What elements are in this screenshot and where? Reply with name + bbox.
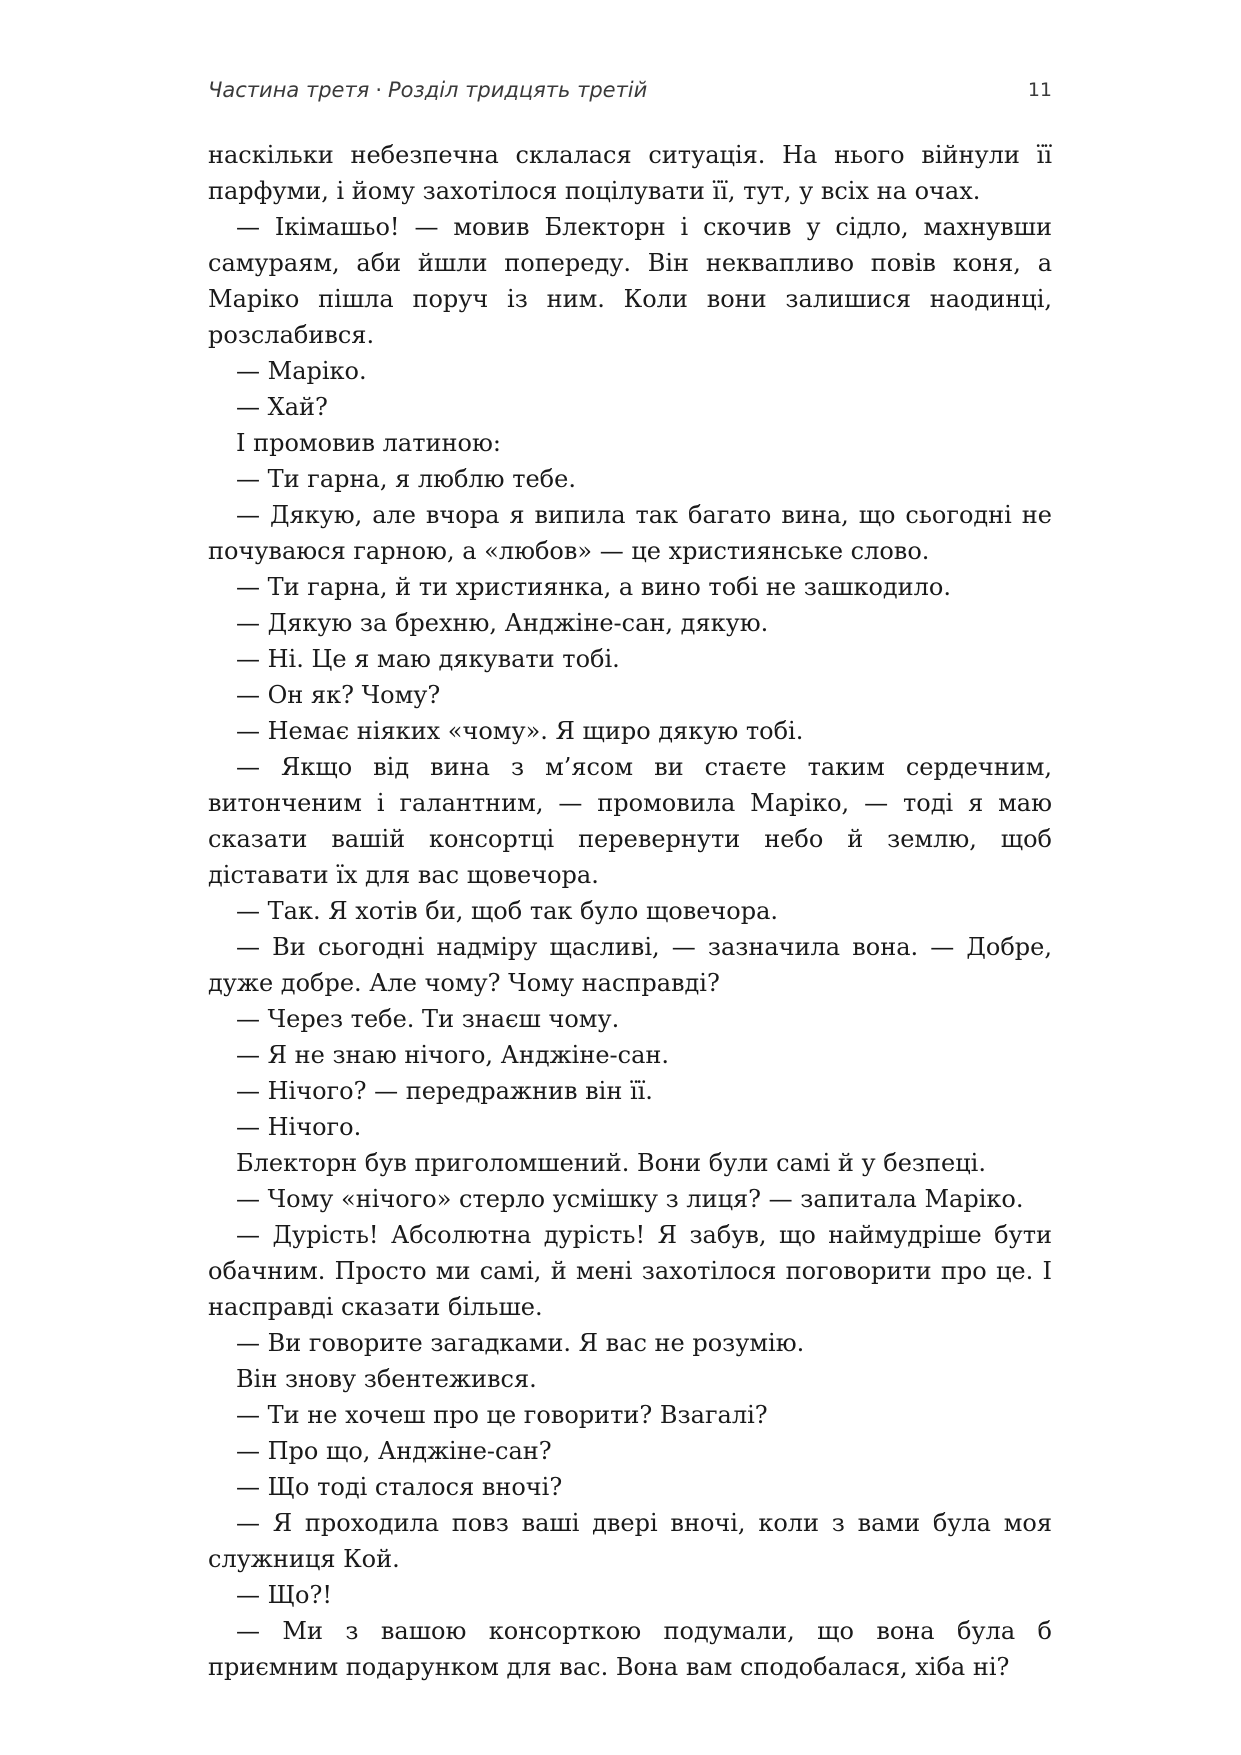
paragraph: — Ти гарна, й ти християнка, а вино тобі не зашкодило. xyxy=(236,573,951,601)
paragraph: — Он як? Чому? xyxy=(236,681,441,709)
paragraph: Він знову збентежився. xyxy=(236,1365,537,1393)
paragraph: — Ні. Це я маю дякувати тобі. xyxy=(236,645,620,673)
chapter-title: Розділ тридцять третій xyxy=(388,78,648,102)
paragraph: — Немає ніяких «чому». Я щиро дякую тобі. xyxy=(236,717,804,745)
paragraph: — Я не знаю нічого, Анджіне-сан. xyxy=(236,1041,670,1069)
paragraph: — Якщо від вина з м’ясом ви стаєте таким сердечним, витонченим і галантним, — промовила Маріко, — тоді я маю сказати вашій консортці перевернути небо й землю, щоб діставати їх для вас щовечора. xyxy=(208,753,1052,889)
paragraph: — Ікімашьо! — мовив Блекторн і скочив у сідло, махнувши самураям, аби йшли попереду. Він неквапливо повів коня, а Маріко пішла поруч із ним. Коли вони залишися наодинці, розслабився. xyxy=(208,213,1052,349)
paragraph: — Ти не хочеш про це говорити? Взагалі? xyxy=(236,1401,768,1429)
part-title: Частина третя xyxy=(208,78,370,102)
paragraph: — Ми з вашою консорткою подумали, що вона була б приємним подарунком для вас. Вона вам сподобалася, хіба ні? xyxy=(208,1617,1052,1681)
paragraph: — Ви сьогодні надміру щасливі, — зазначила вона. — Добре, дуже добре. Але чому? Чому насправді? xyxy=(208,933,1052,997)
paragraph: — Хай? xyxy=(236,393,328,421)
running-head xyxy=(208,78,647,102)
paragraph: — Дякую за брехню, Анджіне-сан, дякую. xyxy=(236,609,769,637)
header-separator: · xyxy=(375,78,383,102)
paragraph: І промовив латиною: xyxy=(236,429,501,457)
page-number: 11 xyxy=(1027,79,1052,101)
body-text xyxy=(208,137,1052,1685)
paragraph: — Маріко. xyxy=(236,357,367,385)
paragraph: — Що тоді сталося вночі? xyxy=(236,1473,563,1501)
paragraph: наскільки небезпечна склалася ситуація. На нього війнули її парфуми, і йому захотілося поцілувати її, тут, у всіх на очах. xyxy=(208,141,1052,205)
paragraph: — Я проходила повз ваші двері вночі, коли з вами була моя служниця Кой. xyxy=(208,1509,1052,1573)
paragraph: — Що?! xyxy=(236,1581,332,1609)
paragraph: Блекторн був приголомшений. Вони були самі й у безпеці. xyxy=(236,1149,986,1177)
paragraph: — Про що, Анджіне-сан? xyxy=(236,1437,552,1465)
paragraph: — Дурість! Абсолютна дурість! Я забув, що наймудріше бути обачним. Просто ми самі, й мені захотілося поговорити про це. І насправді сказати більше. xyxy=(208,1221,1052,1321)
paragraph: — Ти гарна, я люблю тебе. xyxy=(236,465,576,493)
paragraph: — Так. Я хотів би, щоб так було щовечора. xyxy=(236,897,779,925)
paragraph: — Ви говорите загадками. Я вас не розумію. xyxy=(236,1329,805,1357)
paragraph: — Нічого? — передражнив він її. xyxy=(236,1077,653,1105)
paragraph: — Чому «нічого» стерло усмішку з лиця? — запитала Маріко. xyxy=(236,1185,1024,1213)
paragraph: — Дякую, але вчора я випила так багато вина, що сьогодні не почуваюся гарною, а «любов» — це християнське слово. xyxy=(208,501,1052,565)
paragraph: — Через тебе. Ти знаєш чому. xyxy=(236,1005,620,1033)
paragraph: — Нічого. xyxy=(236,1113,362,1141)
